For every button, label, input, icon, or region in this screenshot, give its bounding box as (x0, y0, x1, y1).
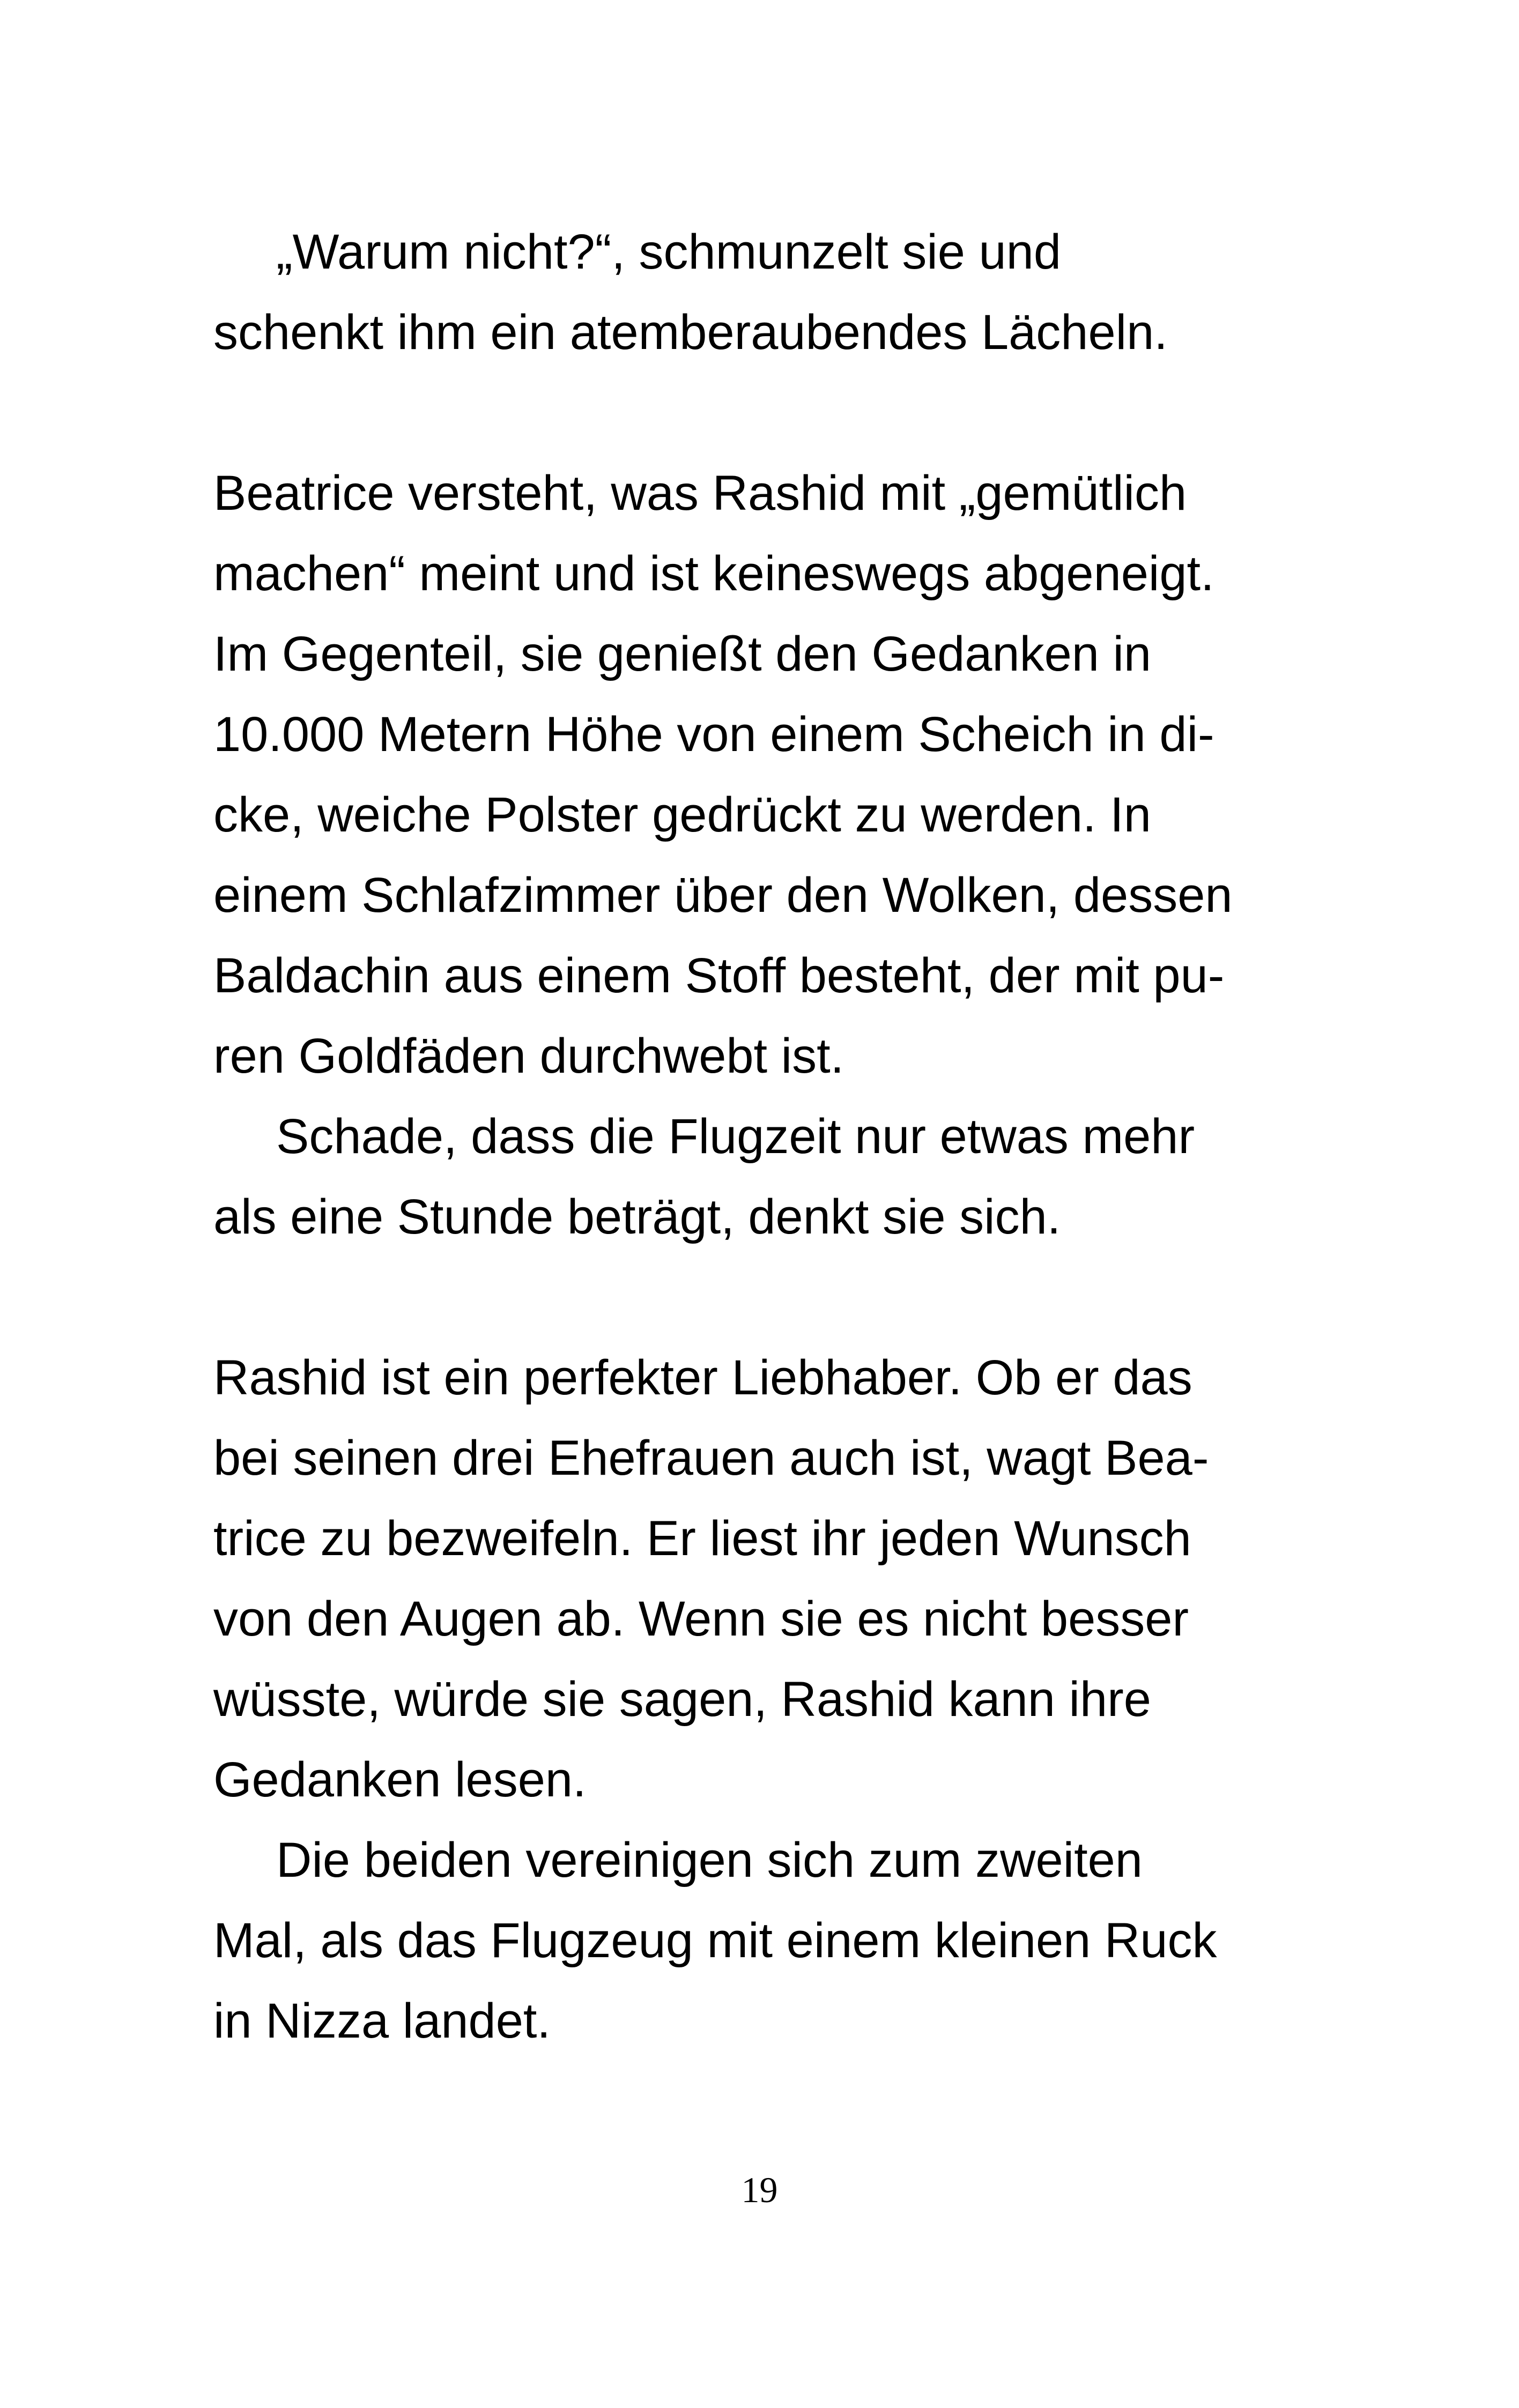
paragraph-break (213, 1257, 1318, 1337)
text-line: als eine Stunde beträgt, denkt sie sich. (213, 1190, 1061, 1244)
text-line: von den Augen ab. Wenn sie es nicht besser (213, 1592, 1189, 1646)
text-line: Im Gegenteil, sie genießt den Gedanken in (213, 627, 1152, 681)
text-line: Gedanken lesen. (213, 1752, 587, 1807)
paragraph (213, 1096, 1318, 1257)
text-line: Beatrice versteht, was Rashid mit „gemütlich (213, 466, 1187, 521)
page-number: 19 (741, 2169, 778, 2210)
text-line: schenkt ihm ein atemberaubendes Lächeln. (213, 305, 1168, 360)
text-line: „Warum nicht?“, schmunzelt sie und (276, 225, 1062, 279)
text-line: in Nizza landet. (213, 1994, 551, 2048)
paragraph (213, 453, 1318, 1096)
text-line: machen“ meint und ist keineswegs abgeneigt. (213, 546, 1214, 601)
paragraph (213, 212, 1318, 373)
body-text (213, 212, 1318, 2061)
text-line: Baldachin aus einem Stoff besteht, der mit pu- (213, 948, 1225, 1003)
text-line: einem Schlafzimmer über den Wolken, dessen (213, 868, 1233, 923)
paragraph (213, 1820, 1318, 2061)
text-line: ren Goldfäden durchwebt ist. (213, 1029, 844, 1083)
text-line: cke, weiche Polster gedrückt zu werden. In (213, 787, 1151, 842)
text-line: wüsste, würde sie sagen, Rashid kann ihre (213, 1672, 1151, 1727)
text-line: 10.000 Metern Höhe von einem Scheich in di- (213, 707, 1214, 762)
text-line: bei seinen drei Ehefrauen auch ist, wagt Bea- (213, 1431, 1209, 1485)
text-line: Schade, dass die Flugzeit nur etwas mehr (276, 1109, 1195, 1164)
text-line: trice zu bezweifeln. Er liest ihr jeden Wunsch (213, 1511, 1191, 1566)
text-line: Rashid ist ein perfekter Liebhaber. Ob er das (213, 1350, 1192, 1405)
paragraph (213, 1337, 1318, 1820)
paragraph-break (213, 373, 1318, 453)
text-line: Mal, als das Flugzeug mit einem kleinen Ruck (213, 1913, 1217, 1968)
text-line: Die beiden vereinigen sich zum zweiten (276, 1833, 1143, 1887)
